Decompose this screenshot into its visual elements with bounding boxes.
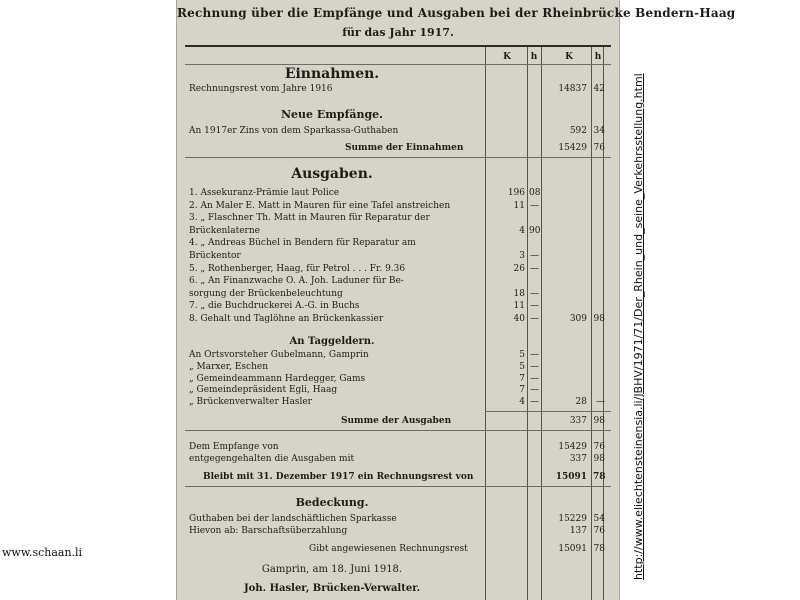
ausgaben-row-amount-h1: —: [530, 251, 539, 261]
taggeld-row-text: An Ortsvorsteher Gubelmann, Gamprin: [189, 350, 369, 360]
ausgaben-row-text: 3. „ Flaschner Th. Matt in Mauren für Reparatur der: [189, 213, 430, 224]
total-h: 78: [593, 544, 605, 554]
ausgaben-row-amount-h1: —: [530, 301, 539, 312]
amount-h: 54: [593, 514, 605, 524]
ausgaben-row-text: 7. „ die Buchdruckerei A.-G. in Buchs: [189, 301, 360, 312]
amount-h: 42: [593, 84, 605, 94]
ausgaben-row-amount-k1: 196: [507, 188, 525, 198]
taggeld-row-amount-h1: —: [530, 397, 539, 408]
ausgaben-row-amount-h2: 98: [593, 314, 605, 324]
website-watermark: www.schaan.li: [2, 546, 83, 559]
sum-einnahmen-h: 76: [593, 143, 605, 153]
ausgaben-row-text: 5. „ Rothenberger, Haag, für Petrol . . . Fr. 9.36: [189, 263, 406, 274]
ausgaben-row-text: sorgung der Brückenbeleuchtung: [189, 288, 343, 299]
column-header-k1: K: [503, 52, 511, 62]
ausgaben-row-text: Brückenlaterne: [189, 225, 260, 236]
ausgaben-row-amount-k1: 4: [519, 225, 525, 236]
line-barschaft: Hievon ab: Barschaftsüberzahlung: [189, 526, 348, 536]
line-empfange: Dem Empfange von: [189, 442, 279, 452]
taggeld-row-amount-k1: 7: [519, 385, 525, 396]
column-divider-h1: [541, 47, 542, 600]
amount-k: 15429: [558, 442, 587, 452]
amount-k: 137: [569, 526, 587, 536]
ausgaben-row-amount-h1: —: [530, 288, 539, 299]
column-divider-text: [485, 47, 486, 600]
taggeld-row-amount-k1: 4: [519, 397, 525, 408]
taggeld-row-amount-k1: 5: [519, 361, 525, 372]
place-date: Gamprin, am 18. Juni 1918.: [261, 564, 403, 575]
amount-k: 337: [569, 454, 587, 464]
amount-h: 76: [593, 526, 605, 536]
sum-rule: [485, 411, 611, 412]
amount-h: 98: [593, 454, 605, 464]
taggeld-row-amount-k1: 5: [519, 350, 525, 360]
section-heading-einnahmen: Einnahmen.: [284, 66, 380, 82]
column-header-h2: h: [594, 52, 602, 62]
ausgaben-row-amount-h1: —: [530, 200, 539, 211]
section-rule: [185, 430, 611, 431]
column-divider-k2: [591, 47, 592, 600]
section-heading-neue-empfaenge: Neue Empfänge.: [281, 108, 383, 121]
ausgaben-row-text: 1. Assekuranz-Prämie laut Police: [189, 188, 340, 198]
ausgaben-row-amount-k1: 40: [513, 314, 525, 324]
ausgaben-row-amount-k1: 3: [519, 251, 525, 261]
taggeld-row-amount-k1: 7: [519, 373, 525, 384]
ausgaben-row-amount-h1: 90: [529, 225, 541, 236]
ausgaben-row-amount-h1: 08: [529, 188, 541, 198]
column-header-h1: h: [530, 52, 538, 62]
amount-k: 15229: [558, 514, 587, 524]
ausgaben-row-amount-k2: 309: [569, 314, 587, 324]
column-header-k2: K: [565, 52, 573, 62]
document-subtitle: für das Jahr 1917.: [342, 26, 454, 39]
line-zins: An 1917er Zins von dem Sparkassa-Guthaben: [189, 126, 399, 136]
sum-ausgaben-k: 337: [569, 416, 587, 426]
sum-ausgaben-h: 98: [593, 416, 605, 426]
total-label: Gibt angewiesenen Rechnungsrest: [309, 544, 468, 554]
total-k: 15091: [558, 544, 587, 554]
taggeld-row-text: „ Brückenverwalter Hasler: [189, 397, 312, 408]
sum-einnahmen-k: 15429: [558, 143, 587, 153]
taggeld-row-amount-h1: —: [530, 385, 539, 396]
taggeld-row-amount-h1: —: [530, 350, 539, 360]
line-guthaben: Guthaben bei der landschäftlichen Sparkasse: [189, 514, 397, 524]
ausgaben-row-text: 6. „ An Finanzwache O. A. Joh. Laduner für Be-: [189, 276, 404, 287]
rechnungsrest-h: 78: [593, 472, 606, 482]
sum-ausgaben-label: Summe der Ausgaben: [341, 416, 452, 426]
section-rule: [185, 486, 611, 487]
ausgaben-row-text: 2. An Maler E. Matt in Mauren für eine Tafel anstreichen: [189, 200, 451, 211]
title-rule: [185, 45, 611, 47]
taggeld-row-amount-h2: —: [596, 397, 605, 408]
taggeld-row-text: „ Marxer, Eschen: [189, 361, 268, 372]
document-title: Rechnung über die Empfänge und Ausgaben bei der Rheinbrücke Bendern-Haag: [177, 6, 736, 20]
taggeld-row-text: „ Gemeindeammann Hardegger, Gams: [189, 373, 366, 384]
line-rechnungsrest: Rechnungsrest vom Jahre 1916: [189, 84, 333, 94]
ausgaben-row-text: Brückentor: [189, 251, 241, 261]
ausgaben-row-amount-h1: —: [530, 314, 539, 324]
amount-k: 14837: [558, 84, 587, 94]
column-divider-k1: [527, 47, 528, 600]
taggeld-row-text: „ Gemeindepräsident Egli, Haag: [189, 385, 338, 396]
section-heading-ausgaben: Ausgaben.: [291, 166, 373, 182]
section-heading-taggeldern: An Taggeldern.: [289, 336, 375, 347]
ausgaben-row-amount-k1: 26: [513, 263, 525, 274]
ausgaben-row-amount-h1: —: [530, 263, 539, 274]
ausgaben-row-text: 4. „ Andreas Büchel in Bendern für Reparatur am: [189, 238, 416, 249]
header-rule: [185, 64, 611, 65]
amount-h: 76: [593, 442, 605, 452]
taggeld-row-amount-h1: —: [530, 361, 539, 372]
section-heading-bedeckung: Bedeckung.: [295, 496, 369, 509]
ausgaben-row-amount-k1: 11: [513, 200, 525, 211]
sum-einnahmen-label: Summe der Einnahmen: [345, 143, 464, 153]
source-url-link[interactable]: http://www.eliechtensteinensia.li/JBHV/1971/71/Der_Rhein_und_seine_Verkehrsstellung.html: [632, 73, 645, 580]
amount-k: 592: [569, 126, 587, 136]
taggeld-row-amount-k2: 28: [575, 397, 587, 408]
amount-h: 34: [593, 126, 605, 136]
rechnungsrest-label: Bleibt mit 31. Dezember 1917 ein Rechnungsrest von: [203, 472, 474, 482]
section-rule: [185, 157, 611, 158]
line-ausgaben-mit: entgegengehalten die Ausgaben mit: [189, 454, 355, 464]
ausgaben-row-amount-k1: 11: [513, 301, 525, 312]
taggeld-row-amount-h1: —: [530, 373, 539, 384]
ausgaben-row-text: 8. Gehalt und Taglöhne an Brückenkassier: [189, 314, 384, 324]
ausgaben-row-amount-k1: 18: [513, 288, 525, 299]
rechnungsrest-k: 15091: [555, 472, 587, 482]
signature: Joh. Hasler, Brücken-Verwalter.: [243, 583, 421, 594]
